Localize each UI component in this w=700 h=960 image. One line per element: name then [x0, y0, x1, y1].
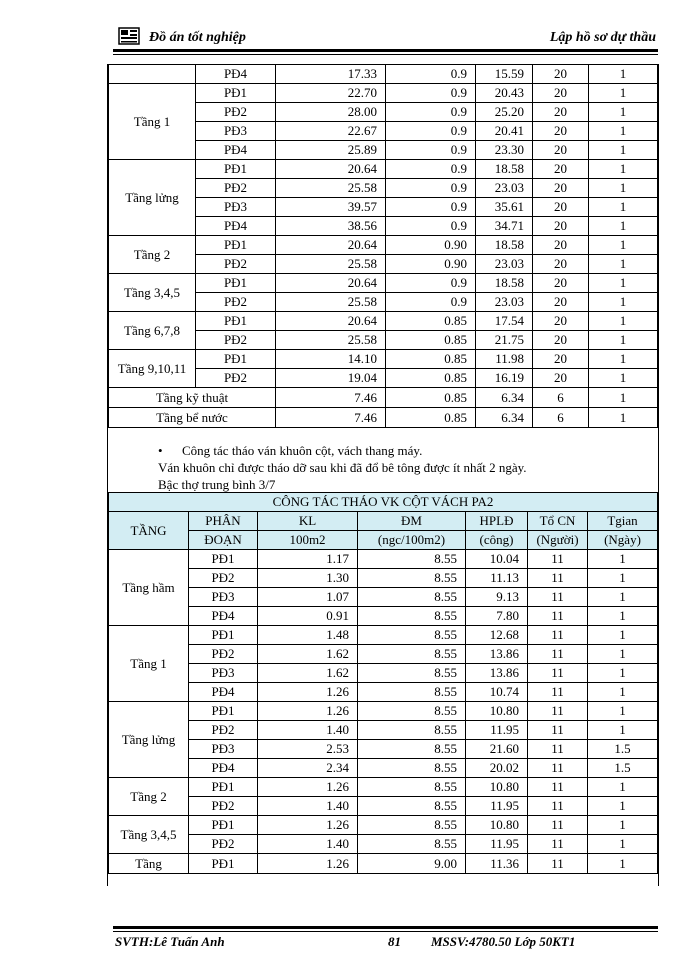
cell-segment: PĐ3: [196, 198, 276, 217]
cell-hpld: 23.03: [476, 293, 533, 312]
note-line-2: Bậc thợ trung bình 3/7: [158, 477, 276, 492]
cell-hpld: 10.80: [466, 778, 528, 797]
cell-segment: PĐ2: [196, 103, 276, 122]
cell-workers: 11: [528, 740, 588, 759]
cell-workers: 20: [533, 122, 589, 141]
cell-workers: 20: [533, 103, 589, 122]
cell-duration: 1: [589, 236, 658, 255]
cell-hpld: 23.30: [476, 141, 533, 160]
cell-duration: 1: [588, 702, 658, 721]
table-row: [109, 588, 658, 607]
cell-duration: 1: [589, 312, 658, 331]
cell-hpld: 10.74: [466, 683, 528, 702]
cell-workers: 11: [528, 683, 588, 702]
cell-workers: 20: [533, 198, 589, 217]
cell-dm: 8.55: [358, 607, 466, 626]
header-rule-thin: [113, 54, 658, 55]
table-row: [109, 740, 658, 759]
footer-page-number: 81: [388, 934, 401, 949]
floor-label: Tầng lửng: [109, 160, 196, 236]
cell-dm: 8.55: [358, 797, 466, 816]
page-header: [113, 26, 658, 48]
cell-duration: 1: [589, 198, 658, 217]
cell-dm: 8.55: [358, 759, 466, 778]
table-row: [109, 683, 658, 702]
floor-label: Tầng 2: [109, 236, 196, 274]
floor-label: Tầng hầm: [109, 550, 189, 626]
col-unit-hpld: (công): [466, 531, 528, 550]
cell-dm: 8.55: [358, 835, 466, 854]
cell-kl: 0.91: [258, 607, 358, 626]
cell-workers: 11: [528, 626, 588, 645]
cell-kl: 2.34: [258, 759, 358, 778]
cell-duration: 1: [588, 607, 658, 626]
cell-segment: PĐ2: [196, 369, 276, 388]
cell-segment: PĐ2: [189, 797, 258, 816]
cell-duration: 1: [589, 408, 658, 428]
cell-dm: 0.9: [386, 293, 476, 312]
floor-label: Tầng lửng: [109, 702, 189, 778]
cell-kl: 28.00: [276, 103, 386, 122]
cell-segment: PĐ1: [189, 702, 258, 721]
table-row: [109, 350, 658, 369]
footer-student-id: MSSV:4780.50 Lớp 50KT1: [431, 934, 576, 949]
floor-label: Tầng 2: [109, 778, 189, 816]
cell-workers: 11: [528, 607, 588, 626]
cell-workers: 11: [528, 645, 588, 664]
cell-hpld: 21.75: [476, 331, 533, 350]
cell-dm: 0.9: [386, 84, 476, 103]
cell-duration: 1: [588, 778, 658, 797]
cell-duration: 1: [589, 160, 658, 179]
cell-hpld: 13.86: [466, 664, 528, 683]
cell-workers: 11: [528, 569, 588, 588]
cell-kl: 19.04: [276, 369, 386, 388]
table-row: [109, 408, 658, 428]
table-row: [109, 835, 658, 854]
cell-kl: 22.67: [276, 122, 386, 141]
cell-segment: PĐ1: [189, 550, 258, 569]
table-row: [109, 816, 658, 835]
table-row: [109, 797, 658, 816]
cell-segment: PĐ3: [189, 740, 258, 759]
cell-kl: 1.48: [258, 626, 358, 645]
cell-duration: 1: [589, 255, 658, 274]
cell-hpld: 11.95: [466, 721, 528, 740]
table-title: CÔNG TÁC THÁO VK CỘT VÁCH PA2: [109, 493, 658, 512]
table-row: [109, 626, 658, 645]
cell-workers: 11: [528, 797, 588, 816]
cell-segment: PĐ1: [196, 312, 276, 331]
cell-dm: 8.55: [358, 683, 466, 702]
cell-dm: 0.90: [386, 255, 476, 274]
cell-hpld: 20.41: [476, 122, 533, 141]
cell-dm: 0.9: [386, 198, 476, 217]
footer-rule-thin: [113, 931, 658, 932]
cell-segment: PĐ1: [189, 626, 258, 645]
cell-dm: 0.9: [386, 103, 476, 122]
table-row: [109, 854, 658, 874]
cell-kl: 25.58: [276, 293, 386, 312]
cell-dm: 8.55: [358, 816, 466, 835]
cell-kl: 20.64: [276, 236, 386, 255]
cell-duration: 1.5: [588, 759, 658, 778]
cell-segment: PĐ4: [196, 65, 276, 84]
cell-dm: 0.85: [386, 350, 476, 369]
cell-workers: 20: [533, 179, 589, 198]
cell-kl: 25.58: [276, 179, 386, 198]
table-row: [109, 65, 658, 84]
cell-duration: 1: [589, 293, 658, 312]
cell-duration: 1: [589, 331, 658, 350]
cell-duration: 1: [588, 835, 658, 854]
table-row: [109, 312, 658, 331]
cell-segment: PĐ4: [189, 683, 258, 702]
cell-hpld: 10.04: [466, 550, 528, 569]
cell-segment: PĐ1: [196, 160, 276, 179]
table-row: [109, 550, 658, 569]
cell-duration: 1: [588, 721, 658, 740]
col-header-doan: ĐOẠN: [189, 531, 258, 550]
cell-hpld: 6.34: [476, 408, 533, 428]
cell-hpld: 25.20: [476, 103, 533, 122]
cell-segment: PĐ4: [189, 759, 258, 778]
cell-workers: 20: [533, 255, 589, 274]
cell-kl: 2.53: [258, 740, 358, 759]
cell-dm: 8.55: [358, 569, 466, 588]
col-header-tgian: Tgian: [588, 512, 658, 531]
floor-label: Tầng 1: [109, 84, 196, 160]
cell-duration: 1: [589, 65, 658, 84]
cell-duration: 1: [588, 664, 658, 683]
floor-label: Tầng bể nước: [109, 408, 276, 428]
footer-rule: [113, 926, 658, 929]
cell-hpld: 23.03: [476, 255, 533, 274]
cell-dm: 8.55: [358, 626, 466, 645]
cell-duration: 1: [588, 569, 658, 588]
cell-segment: PĐ1: [196, 236, 276, 255]
cell-duration: 1: [588, 626, 658, 645]
cell-kl: 1.26: [258, 854, 358, 874]
cell-kl: 20.64: [276, 160, 386, 179]
cell-dm: 0.9: [386, 122, 476, 141]
col-header-kl: KL: [258, 512, 358, 531]
cell-duration: 1: [588, 550, 658, 569]
cell-dm: 8.55: [358, 740, 466, 759]
cell-segment: PĐ4: [196, 141, 276, 160]
cell-segment: PĐ3: [189, 664, 258, 683]
floor-label: Tầng kỹ thuật: [109, 388, 276, 408]
cell-dm: 0.85: [386, 331, 476, 350]
cell-hpld: 11.98: [476, 350, 533, 369]
cell-segment: PĐ2: [196, 179, 276, 198]
cell-hpld: 9.13: [466, 588, 528, 607]
cell-kl: 1.62: [258, 664, 358, 683]
cell-workers: 20: [533, 369, 589, 388]
cell-duration: 1: [588, 797, 658, 816]
col-unit-tgian: (Ngày): [588, 531, 658, 550]
cell-workers: 20: [533, 350, 589, 369]
cell-kl: 1.07: [258, 588, 358, 607]
cell-dm: 8.55: [358, 721, 466, 740]
cell-kl: 20.64: [276, 274, 386, 293]
floor-label: Tầng: [109, 854, 189, 874]
cell-workers: 20: [533, 141, 589, 160]
cell-dm: 8.55: [358, 550, 466, 569]
cell-dm: 0.9: [386, 65, 476, 84]
col-unit-kl: 100m2: [258, 531, 358, 550]
cell-dm: 8.55: [358, 778, 466, 797]
cell-duration: 1.5: [588, 740, 658, 759]
cell-kl: 1.26: [258, 778, 358, 797]
cell-hpld: 18.58: [476, 236, 533, 255]
table-row: [109, 664, 658, 683]
cell-workers: 11: [528, 854, 588, 874]
cell-dm: 8.55: [358, 664, 466, 683]
cell-duration: 1: [588, 588, 658, 607]
cell-segment: PĐ1: [189, 778, 258, 797]
cell-segment: PĐ4: [196, 217, 276, 236]
cell-kl: 1.26: [258, 683, 358, 702]
cell-segment: PĐ2: [196, 293, 276, 312]
table-row: [109, 645, 658, 664]
cell-dm: 0.85: [386, 408, 476, 428]
cell-segment: PĐ4: [189, 607, 258, 626]
notes-block: [158, 442, 527, 493]
cell-segment: PĐ3: [196, 122, 276, 141]
cell-segment: PĐ1: [196, 350, 276, 369]
cell-dm: 0.9: [386, 179, 476, 198]
cell-workers: 20: [533, 84, 589, 103]
cell-kl: 1.40: [258, 835, 358, 854]
floor-label: [109, 65, 196, 84]
note-line-1: Ván khuôn chỉ được tháo dỡ sau khi đã đổ bê tông được ít nhất 2 ngày.: [158, 460, 527, 475]
table-row: [109, 721, 658, 740]
floor-label: Tầng 6,7,8: [109, 312, 196, 350]
cell-duration: 1: [589, 274, 658, 293]
cell-dm: 0.9: [386, 217, 476, 236]
cell-duration: 1: [589, 350, 658, 369]
cell-workers: 20: [533, 331, 589, 350]
table-row: [109, 236, 658, 255]
cell-kl: 38.56: [276, 217, 386, 236]
floor-label: Tầng 3,4,5: [109, 274, 196, 312]
cell-kl: 17.33: [276, 65, 386, 84]
cell-segment: PĐ2: [189, 835, 258, 854]
cell-kl: 1.30: [258, 569, 358, 588]
floor-label: Tầng 3,4,5: [109, 816, 189, 854]
cell-kl: 1.62: [258, 645, 358, 664]
cell-hpld: 13.86: [466, 645, 528, 664]
cell-kl: 7.46: [276, 388, 386, 408]
cell-kl: 22.70: [276, 84, 386, 103]
col-unit-tocn: (Người): [528, 531, 588, 550]
cell-duration: 1: [589, 369, 658, 388]
cell-duration: 1: [589, 122, 658, 141]
cell-workers: 11: [528, 721, 588, 740]
table-row: [109, 778, 658, 797]
cell-workers: 11: [528, 664, 588, 683]
note-bullet: • Công tác tháo ván khuôn cột, vách thang máy.: [158, 442, 527, 459]
col-header-tocn: Tổ CN: [528, 512, 588, 531]
cell-duration: 1: [588, 683, 658, 702]
floor-label: Tầng 9,10,11: [109, 350, 196, 388]
cell-duration: 1: [589, 103, 658, 122]
cell-hpld: 35.61: [476, 198, 533, 217]
cell-duration: 1: [589, 388, 658, 408]
cell-workers: 20: [533, 312, 589, 331]
cell-hpld: 7.80: [466, 607, 528, 626]
cell-kl: 1.26: [258, 816, 358, 835]
cell-hpld: 18.58: [476, 160, 533, 179]
cell-dm: 8.55: [358, 702, 466, 721]
cell-kl: 25.58: [276, 255, 386, 274]
cell-hpld: 20.43: [476, 84, 533, 103]
cell-kl: 20.64: [276, 312, 386, 331]
cell-dm: 0.85: [386, 388, 476, 408]
cell-duration: 1: [589, 141, 658, 160]
footer-author: SVTH:Lê Tuấn Anh: [115, 934, 225, 949]
cell-kl: 39.57: [276, 198, 386, 217]
cell-hpld: 11.36: [466, 854, 528, 874]
cell-workers: 11: [528, 816, 588, 835]
col-header-phan: PHÂN: [189, 512, 258, 531]
cell-workers: 11: [528, 550, 588, 569]
table-row: [109, 388, 658, 408]
col-unit-dm: (ngc/100m2): [358, 531, 466, 550]
cell-segment: PĐ2: [189, 569, 258, 588]
table-row: [109, 569, 658, 588]
page-border-right: [658, 64, 659, 886]
cell-workers: 20: [533, 160, 589, 179]
cell-kl: 7.46: [276, 408, 386, 428]
table-row: [109, 759, 658, 778]
cell-hpld: 11.13: [466, 569, 528, 588]
floor-label: Tầng 1: [109, 626, 189, 702]
cell-hpld: 11.95: [466, 797, 528, 816]
cell-dm: 0.9: [386, 274, 476, 293]
cell-duration: 1: [589, 217, 658, 236]
cell-segment: PĐ1: [196, 84, 276, 103]
table-row: [109, 274, 658, 293]
cell-kl: 25.89: [276, 141, 386, 160]
book-logo-icon: [118, 26, 140, 46]
cell-workers: 11: [528, 759, 588, 778]
table-row: [109, 702, 658, 721]
cell-kl: 25.58: [276, 331, 386, 350]
header-left-title: Đồ án tốt nghiệp: [149, 30, 246, 45]
cell-kl: 1.40: [258, 721, 358, 740]
cell-segment: PĐ2: [189, 721, 258, 740]
cell-workers: 11: [528, 702, 588, 721]
cell-kl: 1.40: [258, 797, 358, 816]
cell-dm: 8.55: [358, 588, 466, 607]
cell-workers: 20: [533, 65, 589, 84]
cell-workers: 20: [533, 293, 589, 312]
cell-segment: PĐ2: [196, 331, 276, 350]
formwork-table-continued: [108, 64, 658, 428]
cell-segment: PĐ1: [189, 816, 258, 835]
cell-workers: 20: [533, 217, 589, 236]
table-row: [109, 84, 658, 103]
col-header-hpld: HPLĐ: [466, 512, 528, 531]
cell-segment: PĐ2: [189, 645, 258, 664]
cell-hpld: 16.19: [476, 369, 533, 388]
cell-hpld: 12.68: [466, 626, 528, 645]
cell-workers: 6: [533, 408, 589, 428]
cell-dm: 0.9: [386, 160, 476, 179]
cell-kl: 1.26: [258, 702, 358, 721]
cell-segment: PĐ3: [189, 588, 258, 607]
cell-segment: PĐ2: [196, 255, 276, 274]
cell-workers: 11: [528, 835, 588, 854]
cell-duration: 1: [588, 645, 658, 664]
cell-dm: 8.55: [358, 645, 466, 664]
cell-segment: PĐ1: [196, 274, 276, 293]
cell-hpld: 20.02: [466, 759, 528, 778]
cell-workers: 11: [528, 778, 588, 797]
cell-hpld: 11.95: [466, 835, 528, 854]
col-header-dm: ĐM: [358, 512, 466, 531]
cell-hpld: 10.80: [466, 702, 528, 721]
cell-workers: 6: [533, 388, 589, 408]
remove-formwork-table: [108, 492, 658, 874]
cell-dm: 0.85: [386, 312, 476, 331]
col-header-tang: TẦNG: [109, 512, 189, 550]
cell-hpld: 21.60: [466, 740, 528, 759]
cell-dm: 0.85: [386, 369, 476, 388]
cell-workers: 11: [528, 588, 588, 607]
cell-kl: 14.10: [276, 350, 386, 369]
cell-dm: 0.9: [386, 141, 476, 160]
cell-dm: 9.00: [358, 854, 466, 874]
cell-hpld: 10.80: [466, 816, 528, 835]
cell-hpld: 17.54: [476, 312, 533, 331]
cell-workers: 20: [533, 236, 589, 255]
cell-workers: 20: [533, 274, 589, 293]
cell-duration: 1: [589, 179, 658, 198]
cell-duration: 1: [588, 816, 658, 835]
header-right-title: Lập hồ sơ dự thầu: [549, 30, 656, 45]
cell-hpld: 34.71: [476, 217, 533, 236]
cell-duration: 1: [589, 84, 658, 103]
table-row: [109, 160, 658, 179]
cell-dm: 0.90: [386, 236, 476, 255]
cell-duration: 1: [588, 854, 658, 874]
cell-hpld: 6.34: [476, 388, 533, 408]
table-row: [109, 607, 658, 626]
cell-kl: 1.17: [258, 550, 358, 569]
cell-hpld: 15.59: [476, 65, 533, 84]
cell-hpld: 18.58: [476, 274, 533, 293]
header-rule: [113, 49, 658, 52]
cell-hpld: 23.03: [476, 179, 533, 198]
cell-segment: PĐ1: [189, 854, 258, 874]
